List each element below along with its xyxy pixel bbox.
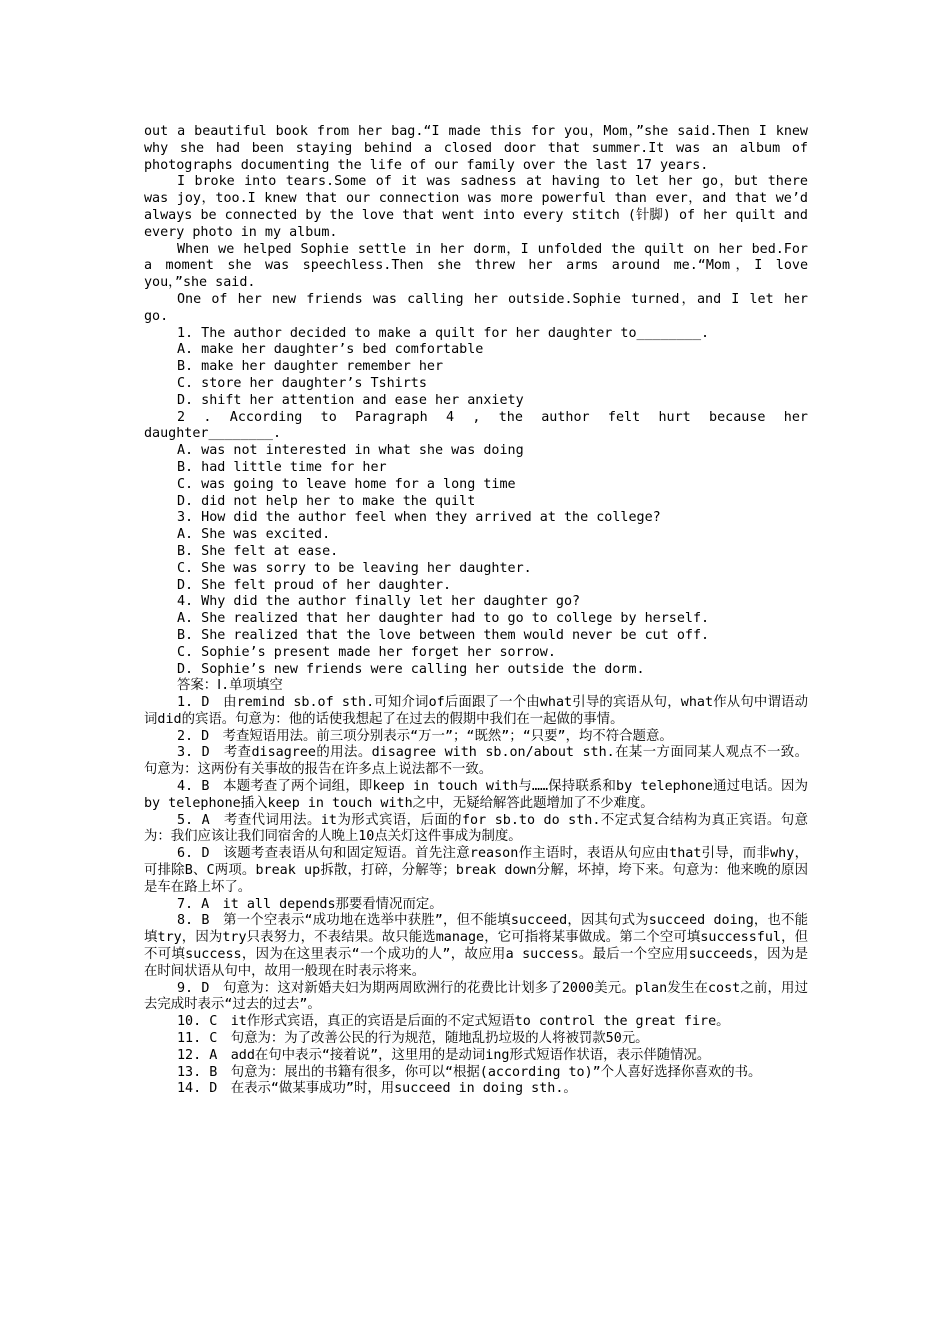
question-option: B. make her daughter remember her bbox=[177, 359, 444, 375]
answer-item: 14. D 在表示“做某事成功”时，用succeed in doing sth.。 bbox=[177, 1081, 577, 1097]
question-3 bbox=[144, 510, 808, 594]
question-option: D. She felt proud of her daughter. bbox=[177, 577, 452, 593]
answer-list bbox=[144, 695, 808, 1098]
question-stem: 1. The author decided to make a quilt for her daughter to________. bbox=[177, 325, 710, 341]
question-option: D. Sophie’s new friends were calling her outside the dorm. bbox=[177, 661, 645, 677]
document-page bbox=[144, 124, 808, 1098]
question-option: A. She realized that her daughter had to go to college by herself. bbox=[177, 611, 710, 627]
question-stem: 2 . According to Paragraph 4 , the author felt hurt because her daughter________. bbox=[144, 409, 808, 442]
question-option: C. was going to leave home for a long time bbox=[177, 476, 516, 492]
answer-item: 3. D 考查disagree的用法。disagree with sb.on/about sth.在某一方面同某人观点不一致。句意为：这两份有关事故的报告在许多点上说法都不一致。 bbox=[144, 745, 808, 778]
question-stem: 4. Why did the author finally let her daughter go? bbox=[177, 594, 581, 610]
answer-item: 8. B 第一个空表示“成功地在选举中获胜”，但不能填succeed，因其句式为succeed doing，也不能填try，因为try只表努力，不表结果。故只能选manage，它可指将某事做成。第二个空可填successful，但不可填success，因为在这里表示“一个成功的人”，故应用a success。最后一个空应用succeeds，因为是在时间状语从句中，故用一般现在时表示将来。 bbox=[144, 913, 808, 979]
answer-item: 2. D 考查短语用法。前三项分别表示“万一”；“既然”；“只要”，均不符合题意。 bbox=[177, 728, 673, 744]
question-option: B. She felt at ease. bbox=[177, 543, 339, 559]
answer-item: 5. A 考查代词用法。it为形式宾语，后面的for sb.to do sth.不定式复合结构为真正宾语。句意为：我们应该让我们同宿舍的人晚上10点关灯这件事成为制度。 bbox=[144, 812, 808, 845]
question-option: A. make her daughter’s bed comfortable bbox=[177, 342, 484, 358]
question-1 bbox=[144, 326, 808, 410]
answer-item: 4. B 本题考查了两个词组，即keep in touch with与……保持联系和by telephone通过电话。因为by telephone插入keep in touch with之中，无疑给解答此题增加了不少难度。 bbox=[144, 779, 808, 811]
answer-item: 1. D 由remind sb.of sth.可知介词of后面跟了一个由what引导的宾语从句，what作从句中谓语动词did的宾语。句意为：他的话使我想起了在过去的假期中我们在一起做的事情。 bbox=[144, 695, 808, 727]
answers-heading: 答案：Ⅰ.单项填空 bbox=[177, 678, 283, 694]
passage-paragraph: I broke into tears.Some of it was sadness at having to let her go，but there was joy，too.I knew that our connection was more powerful than ever，and that we’d always be connected by the love that went into every stitch (针脚) of her quilt and every photo in my album. bbox=[144, 174, 808, 240]
question-option: A. She was excited. bbox=[177, 527, 331, 543]
answer-item: 7. A it all depends那要看情况而定。 bbox=[177, 896, 443, 912]
question-stem: 3. How did the author feel when they arrived at the college? bbox=[177, 510, 661, 526]
passage-paragraph: out a beautiful book from her bag.“I made this for you，Mom，”she said.Then I knew why she had been staying behind a closed door that summer.It was an album of photographs documenting the life of our family over the last 17 years. bbox=[144, 124, 808, 173]
question-option: C. store her daughter’s Tshirts bbox=[177, 375, 427, 391]
answer-item: 13. B 句意为：展出的书籍有很多，你可以“根据(according to)”个人喜好选择你喜欢的书。 bbox=[177, 1064, 762, 1080]
question-option: D. did not help her to make the quilt bbox=[177, 493, 476, 509]
question-2 bbox=[144, 410, 808, 511]
passage-paragraph: One of her new friends was calling her outside.Sophie turned，and I let her go. bbox=[144, 291, 808, 324]
answer-item: 12. A add在句中表示“接着说”，这里用的是动词ing形式短语作状语，表示伴随情况。 bbox=[177, 1047, 711, 1063]
question-option: B. had little time for her bbox=[177, 459, 387, 475]
question-option: D. shift her attention and ease her anxiety bbox=[177, 392, 524, 408]
answer-item: 11. C 句意为：为了改善公民的行为规范，随地乱扔垃圾的人将被罚款50元。 bbox=[177, 1031, 649, 1047]
question-option: B. She realized that the love between them would never be cut off. bbox=[177, 627, 710, 643]
question-option: C. Sophie’s present made her forget her sorrow. bbox=[177, 644, 556, 660]
answer-item: 10. C it作形式宾语，真正的宾语是后面的不定式短语to control the great fire。 bbox=[177, 1014, 730, 1030]
question-4 bbox=[144, 594, 808, 678]
question-option: C. She was sorry to be leaving her daughter. bbox=[177, 560, 532, 576]
answer-item: 6. D 该题考查表语从句和固定短语。首先注意reason作主语时，表语从句应由that引导，而非why，可排除B、C两项。break up拆散，打碎，分解等；break down分解，坏掉，垮下来。句意为：他来晚的原因是车在路上坏了。 bbox=[144, 846, 808, 895]
answer-item: 9. D 句意为：这对新婚夫妇为期两周欧洲行的花费比计划多了2000美元。plan发生在cost之前，用过去完成时表示“过去的过去”。 bbox=[144, 980, 808, 1013]
question-option: A. was not interested in what she was doing bbox=[177, 443, 524, 459]
passage-paragraph: When we helped Sophie settle in her dorm，I unfolded the quilt on her bed.For a moment she was speechless.Then she threw her arms around me.“Mom，I love you，”she said. bbox=[144, 241, 808, 291]
